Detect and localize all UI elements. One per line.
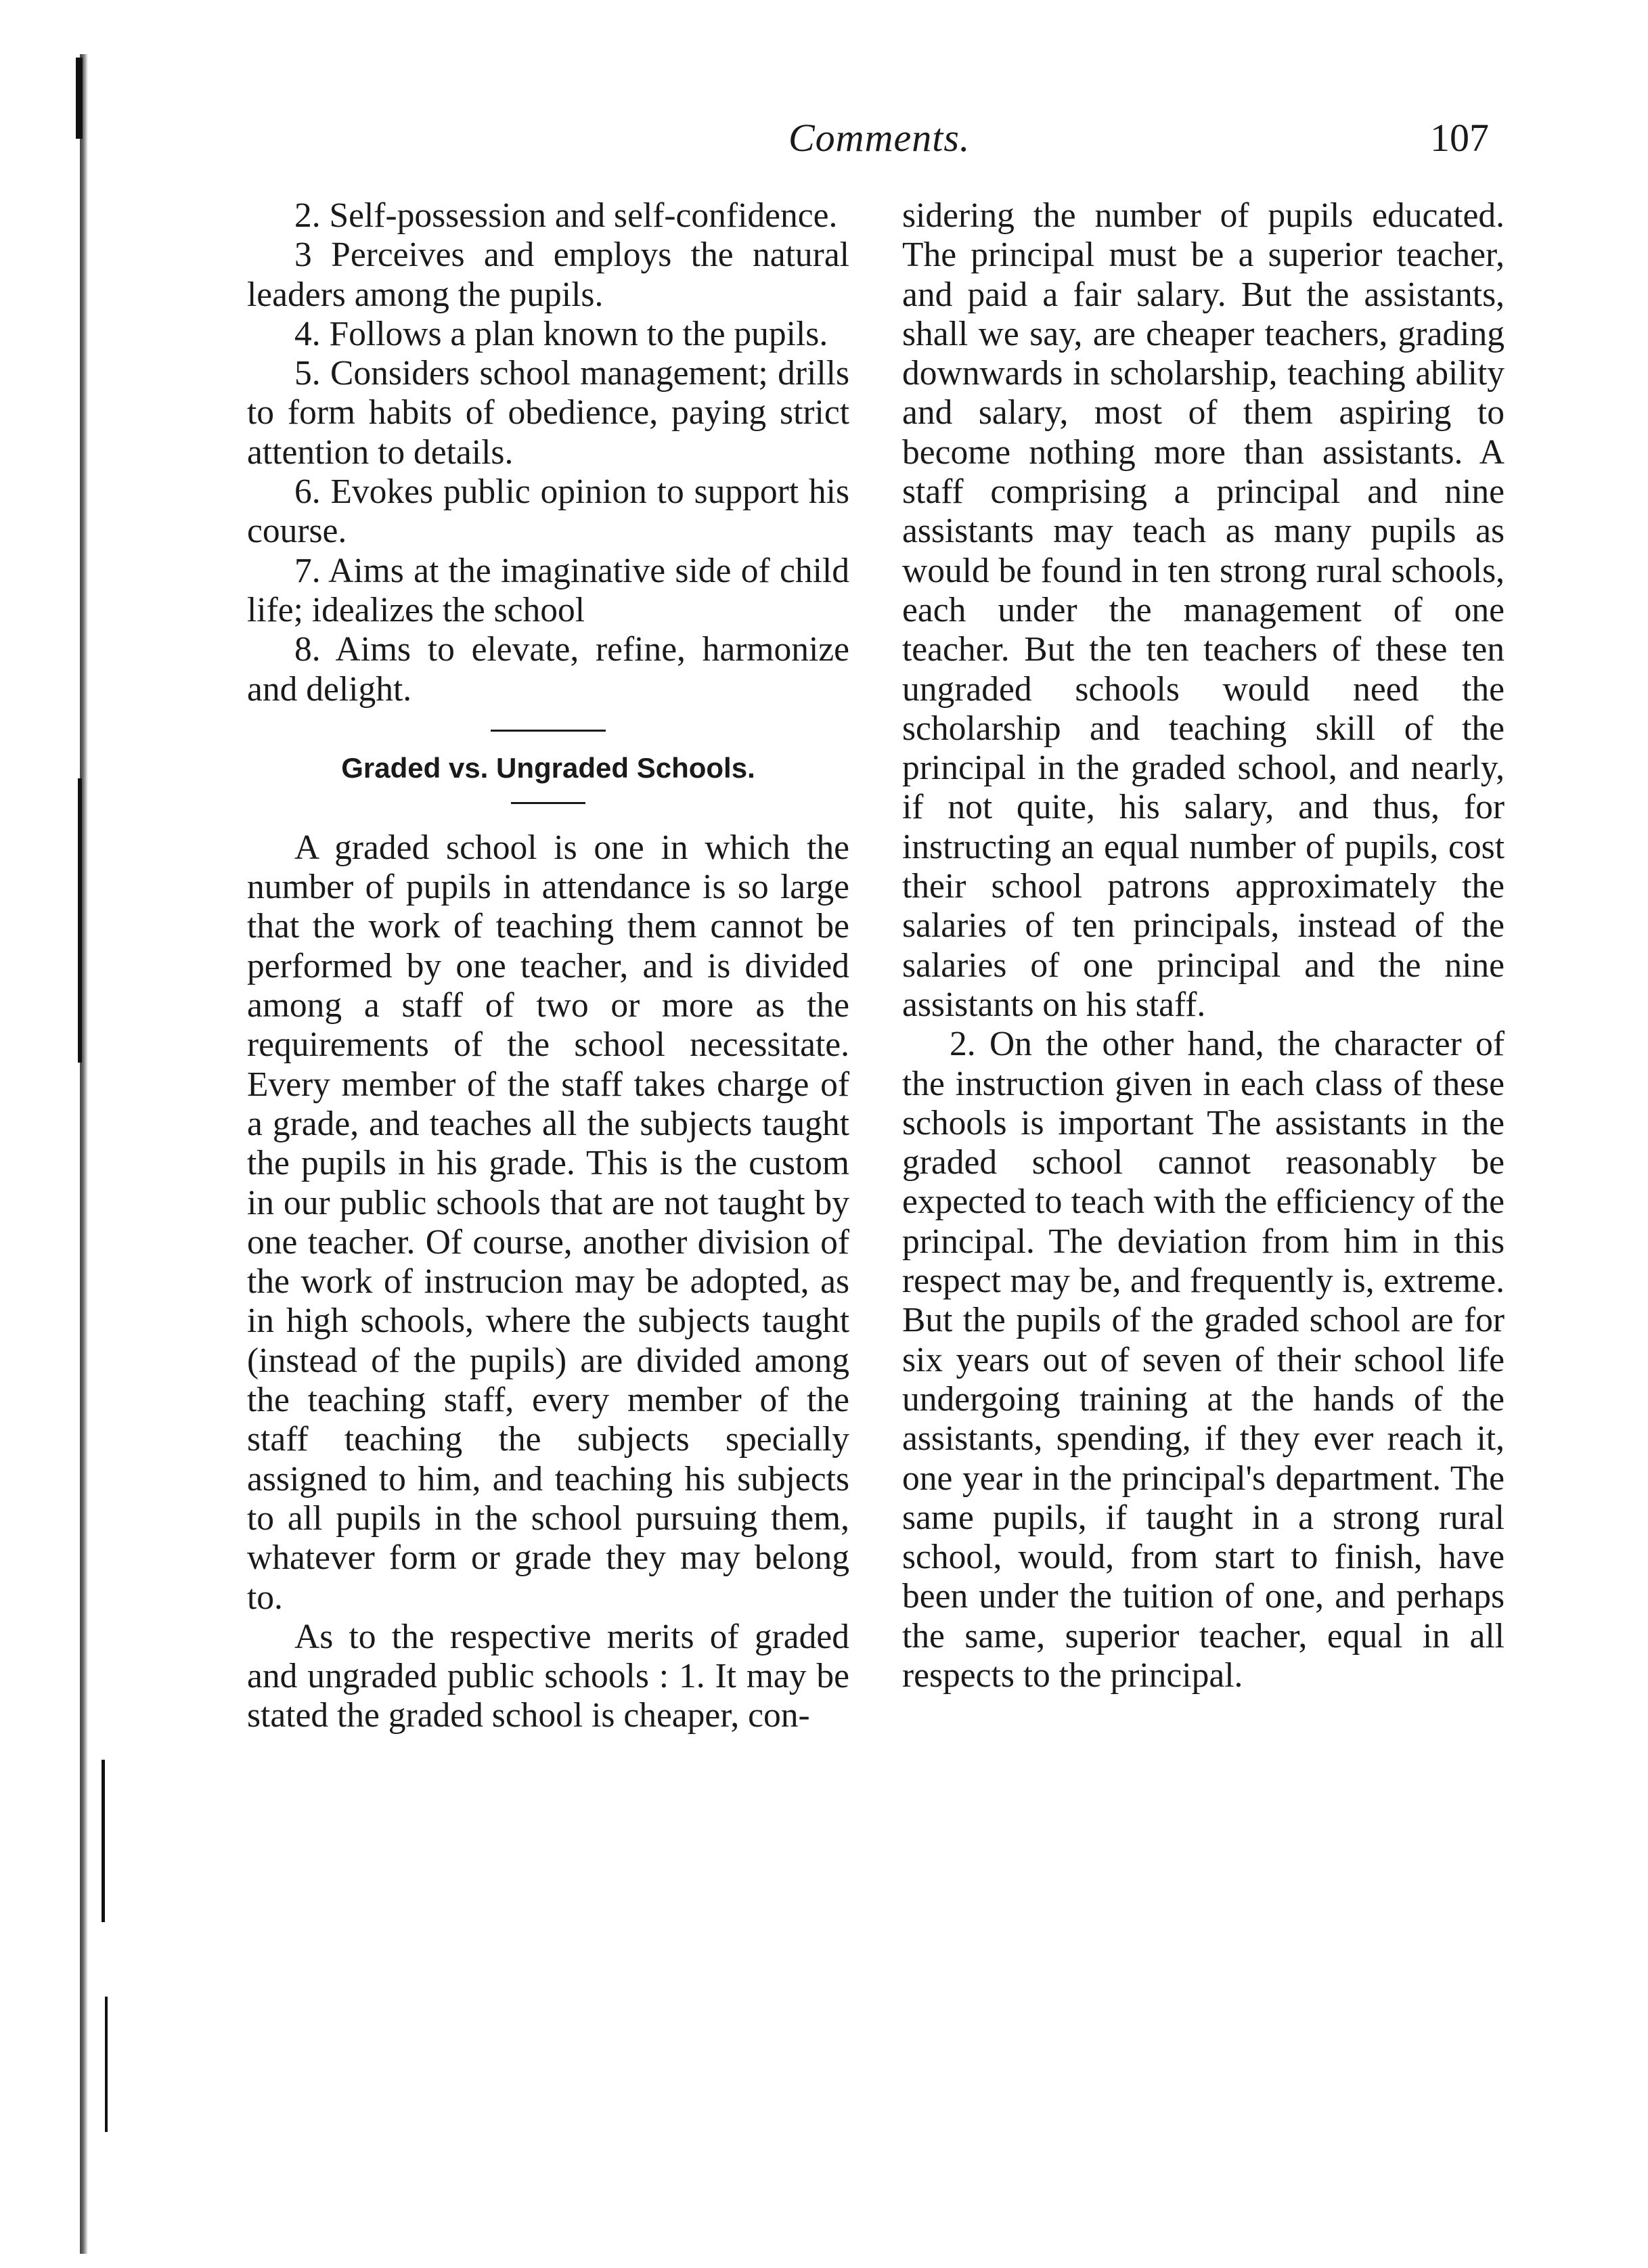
list-item: 6. Evokes public opinion to support his course. <box>247 472 849 551</box>
spine-mark <box>76 58 83 139</box>
page-header <box>271 115 1489 176</box>
list-item: 3 Perceives and employs the natural leaders among the pupils. <box>247 236 849 314</box>
running-title: Comments. <box>788 116 971 160</box>
list-item: 4. Follows a plan known to the pupils. <box>294 314 828 353</box>
left-column <box>247 196 849 1736</box>
list-item: 2. Self-possession and self-confidence. <box>294 196 838 235</box>
body-paragraph: sidering the number of pupils educated. The principal must be a superior teacher, and paid a fair salary. But the assistants, shall we say, are cheaper teachers, grading downwards in scholarship, teaching ability and salary, most of them aspiring to become nothing more than assistants. A staff comprising a principal and nine assistants may teach as many pupils as would be found in ten strong rural schools, each under the management of one teacher. But the ten teachers of these ten ungraded schools would need the scholarship and teaching skill of the principal in the graded school, and nearly, if not quite, his salary, and thus, for instructing an equal number of pupils, cost their school patrons approximately the salaries of ten principals, instead of the salaries of one principal and the nine assistants on his staff. <box>902 196 1505 1024</box>
section-title: Graded vs. Ungraded Schools. <box>341 751 755 784</box>
spine-mark <box>78 778 82 1063</box>
book-spine-edge <box>80 54 88 2254</box>
body-paragraph: A graded school is one in which the number of pupils in attendance is so large that the work of teaching them cannot be performed by one teacher, and is divided among a staff of two or more as the requirements of the school necessitate. Every member of the staff takes charge of a grade, and teaches all the subjects taught the pupils in his grade. This is the custom in our public schools that are not taught by one teacher. Of course, another division of the work of instrucion may be adopted, as in high schools, where the subjects taught (instead of the pupils) are divided among the teaching staff, every member of the staff teaching the subjects specially assigned to him, and teaching his subjects to all pupils in the school pursuing them, whatever form or grade they may belong to. <box>247 828 849 1617</box>
spine-mark <box>102 1760 105 1922</box>
list-item: 7. Aims at the imaginative side of child life; idealizes the school <box>247 551 849 629</box>
list-item: 5. Considers school management; drills to form habits of obedience, paying strict attention to details. <box>247 354 849 472</box>
section-divider <box>511 802 585 804</box>
body-paragraph: 2. On the other hand, the character of the instruction given in each class of these schools is important The assistants in the graded school cannot reasonably be expected to teach with the efficiency of the principal. The deviation from him in this respect may be, and frequently is, extreme. But the pupils of the graded school are for six years out of seven of their school life undergoing training at the hands of the assistants, spending, if they ever reach it, one year in the principal's department. The same pupils, if taught in a strong rural school, would, from start to finish, have been under the tuition of one, and perhaps the same, superior teacher, equal in all respects to the principal. <box>902 1025 1505 1695</box>
page-number: 107 <box>1430 116 1489 160</box>
right-column <box>902 196 1505 1695</box>
body-paragraph: As to the respective merits of graded and ungraded public schools : 1. It may be stated the graded school is cheaper, con- <box>247 1617 849 1735</box>
section-divider <box>491 730 606 732</box>
list-item: 8. Aims to elevate, refine, harmonize and delight. <box>247 630 849 709</box>
spine-mark <box>105 1997 108 2132</box>
